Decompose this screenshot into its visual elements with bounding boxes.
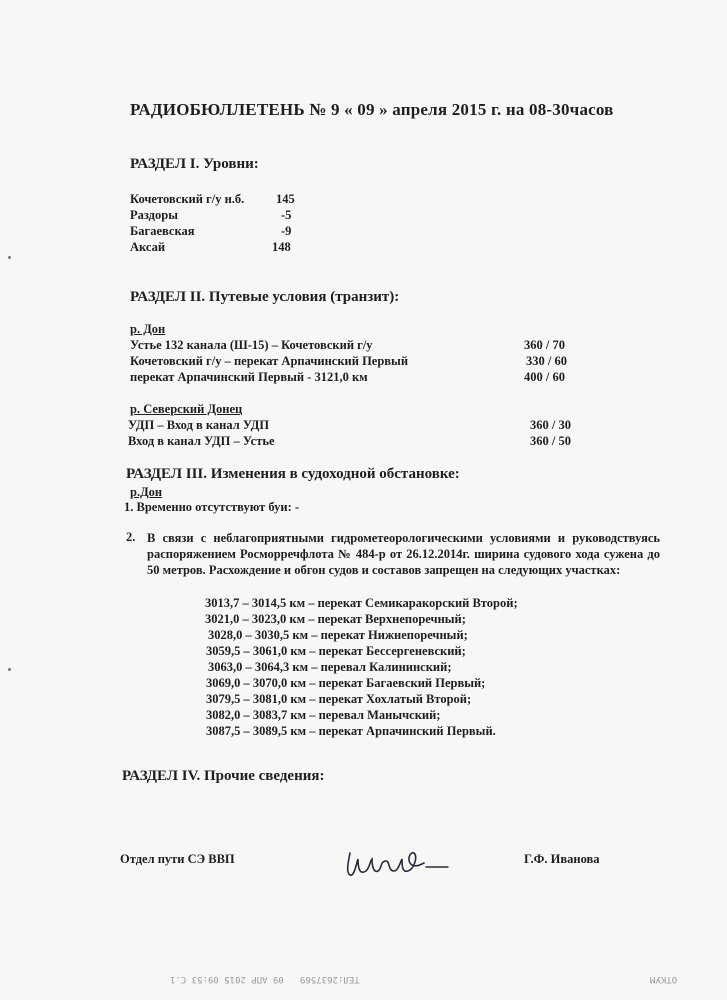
level-value: -5 xyxy=(281,208,292,222)
restricted-segment: 3087,5 – 3089,5 км – перекат Арпачинский Первый. xyxy=(206,724,496,738)
section-2-heading: РАЗДЕЛ II. Путевые условия (транзит): xyxy=(130,289,400,305)
restricted-segment: 3079,5 – 3081,0 км – перекат Хохлатый Второй; xyxy=(206,692,472,706)
page-title: РАДИОБЮЛЛЕТЕНЬ № 9 « 09 » апреля 2015 г. на 08-30часов xyxy=(130,100,614,119)
section-1-heading: РАЗДЕЛ I. Уровни: xyxy=(130,156,259,172)
fax-header-number: ТЕЛ:2637569 xyxy=(300,974,360,984)
item-2-number: 2. xyxy=(126,530,136,544)
route-name: Кочетовский г/у – перекат Арпачинский Первый xyxy=(130,354,409,368)
river-don-label: р. Дон xyxy=(130,322,166,336)
restricted-segment: 3069,0 – 3070,0 км – перекат Багаевский Первый; xyxy=(206,676,486,690)
handwritten-signature xyxy=(340,845,460,885)
section-3-heading: РАЗДЕЛ III. Изменения в судоходной обстановке: xyxy=(126,466,460,482)
route-name: Вход в канал УДП – Устье xyxy=(128,434,275,448)
route-value: 330 / 60 xyxy=(526,354,567,368)
missing-buoys-item: 1. Временно отсутствуют буи: - xyxy=(124,500,300,514)
restricted-segment: 3082,0 – 3083,7 км – перевал Манычский; xyxy=(206,708,441,722)
route-name: УДП – Вход в канал УДП xyxy=(128,418,270,432)
level-value: 148 xyxy=(272,240,291,254)
level-name: Аксай xyxy=(130,240,166,254)
scan-speck xyxy=(8,256,11,259)
river-don-label: р.Дон xyxy=(130,485,163,499)
river-donets-label: р. Северский Донец xyxy=(130,402,243,416)
section-4-heading: РАЗДЕЛ IV. Прочие сведения: xyxy=(122,768,325,784)
level-value: 145 xyxy=(276,192,295,206)
level-value: -9 xyxy=(281,224,292,238)
level-name: Раздоры xyxy=(130,208,178,222)
restricted-segment: 3063,0 – 3064,3 км – перевал Калининский; xyxy=(208,660,452,674)
fax-corner-mark: ОТКУМ xyxy=(650,974,678,984)
restricted-segment: 3021,0 – 3023,0 км – перекат Верхнепоречный; xyxy=(205,612,466,626)
route-value: 400 / 60 xyxy=(524,370,565,384)
signer-name: Г.Ф. Иванова xyxy=(524,852,600,866)
restricted-segment: 3028,0 – 3030,5 км – перекат Нижнепоречный; xyxy=(208,628,468,642)
department-label: Отдел пути СЭ ВВП xyxy=(120,852,235,866)
restricted-segment: 3013,7 – 3014,5 км – перекат Семикаракорский Второй; xyxy=(205,596,518,610)
level-name: Кочетовский г/у н.б. xyxy=(130,192,245,206)
scan-speck xyxy=(8,668,11,671)
route-value: 360 / 30 xyxy=(530,418,571,432)
level-name: Багаевская xyxy=(130,224,195,238)
route-value: 360 / 50 xyxy=(530,434,571,448)
restricted-segment: 3059,5 – 3061,0 км – перекат Бессергеневский; xyxy=(206,644,466,658)
narrowing-notice-text: В связи с неблагоприятными гидрометеорологическими условиями и руководствуясь распоряжением Росморречфлота № 484-р от 26.12.2014г. ширина судового хода сужена до 50 метров. Расхождение и обгон судов и составов запрещен на следующих участках: xyxy=(147,531,660,577)
route-value: 360 / 70 xyxy=(524,338,565,352)
route-name: перекат Арпачинский Первый - 3121,0 км xyxy=(130,370,368,384)
route-name: Устье 132 канала (Ш-15) – Кочетовский г/у xyxy=(130,338,373,352)
fax-header-timestamp: 09 АПР 2015 09:53 С.1 xyxy=(170,974,284,984)
